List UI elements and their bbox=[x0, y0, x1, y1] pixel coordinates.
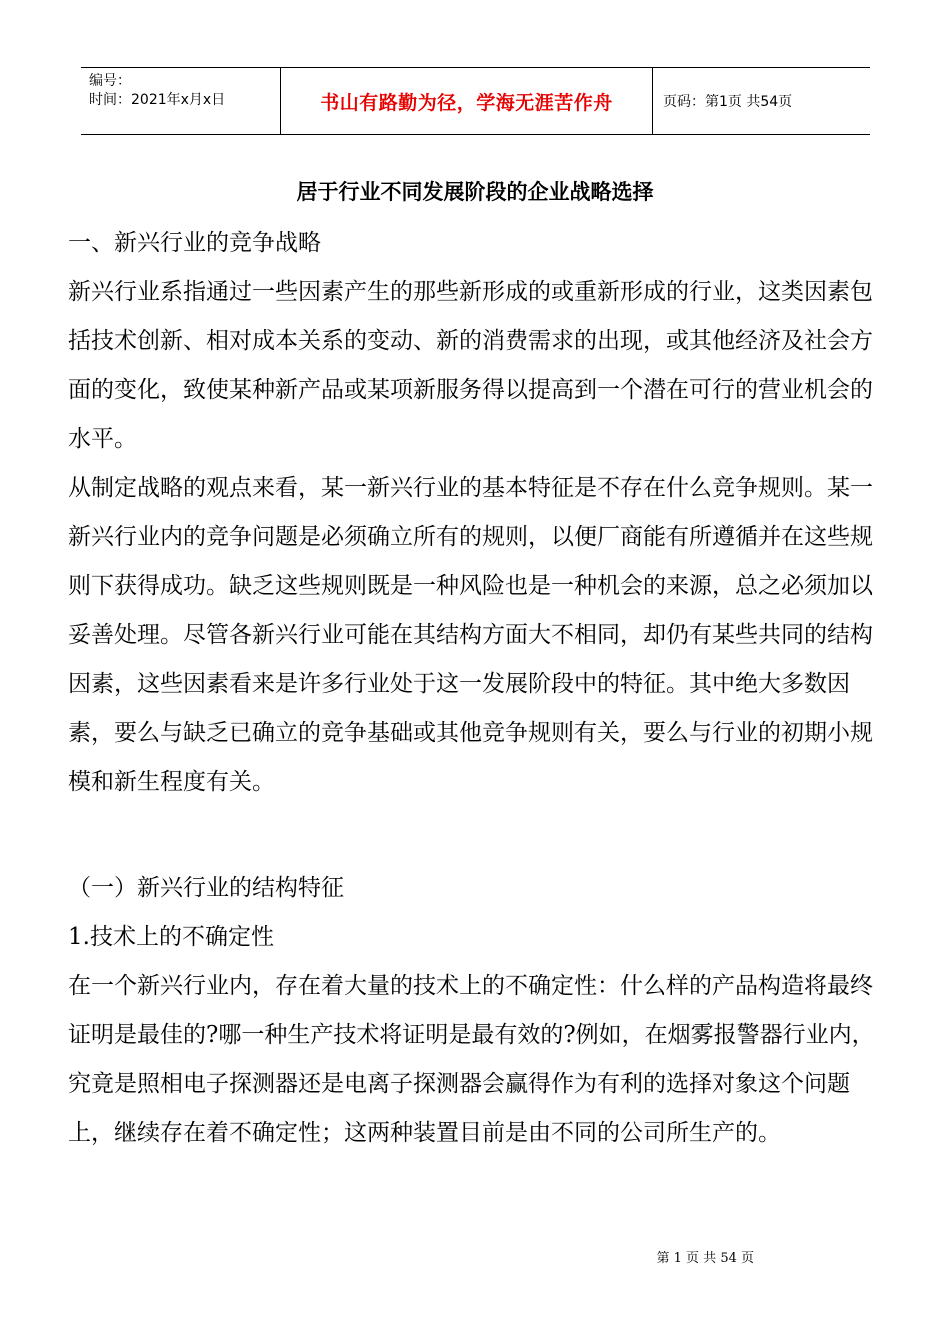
page-header bbox=[81, 67, 870, 135]
subsubsection-heading: 1.技术上的不确定性 bbox=[68, 924, 274, 950]
body-text-block-2 bbox=[68, 864, 888, 1158]
section-heading: 一、新兴行业的竞争战略 bbox=[68, 230, 321, 256]
page-footer: 第 1 页 共 54 页 bbox=[656, 1251, 754, 1266]
document-title: 居于行业不同发展阶段的企业战略选择 bbox=[296, 180, 654, 204]
header-meta bbox=[81, 68, 281, 134]
subsection-heading: （一）新兴行业的结构特征 bbox=[68, 875, 344, 901]
number-label: 编号： bbox=[89, 73, 131, 89]
date-label: 时间：2021年x月x日 bbox=[89, 92, 226, 108]
paragraph: 在一个新兴行业内，存在着大量的技术上的不确定性：什么样的产品构造将最终证明是最佳的?哪一种生产技术将证明是最有效的?例如，在烟雾报警器行业内，究竟是照相电子探测器还是电离子探测器会赢得作为有利的选择对象这个问题上，继续存在着不确定性；这两种装置目前是由不同的公司所生产的。 bbox=[68, 973, 875, 1146]
header-motto: 书山有路勤为径，学海无涯苦作舟 bbox=[281, 68, 653, 134]
body-text-block-1 bbox=[68, 219, 888, 807]
paragraph: 新兴行业系指通过一些因素产生的那些新形成的或重新形成的行业，这类因素包括技术创新、相对成本关系的变动、新的消费需求的出现，或其他经济及社会方面的变化，致使某种新产品或某项新服务得以提高到一个潜在可行的营业机会的水平。 bbox=[68, 279, 873, 452]
header-page-info: 页码：第1页 共54页 bbox=[663, 94, 793, 110]
paragraph: 从制定战略的观点来看，某一新兴行业的基本特征是不存在什么竞争规则。某一新兴行业内的竞争问题是必须确立所有的规则，以便厂商能有所遵循并在这些规则下获得成功。缺乏这些规则既是一种风险也是一种机会的来源，总之必须加以妥善处理。尽管各新兴行业可能在其结构方面大不相同，却仍有某些共同的结构因素，这些因素看来是许多行业处于这一发展阶段中的特征。其中绝大多数因素，要么与缺乏已确立的竞争基础或其他竞争规则有关，要么与行业的初期小规模和新生程度有关。 bbox=[68, 475, 873, 795]
